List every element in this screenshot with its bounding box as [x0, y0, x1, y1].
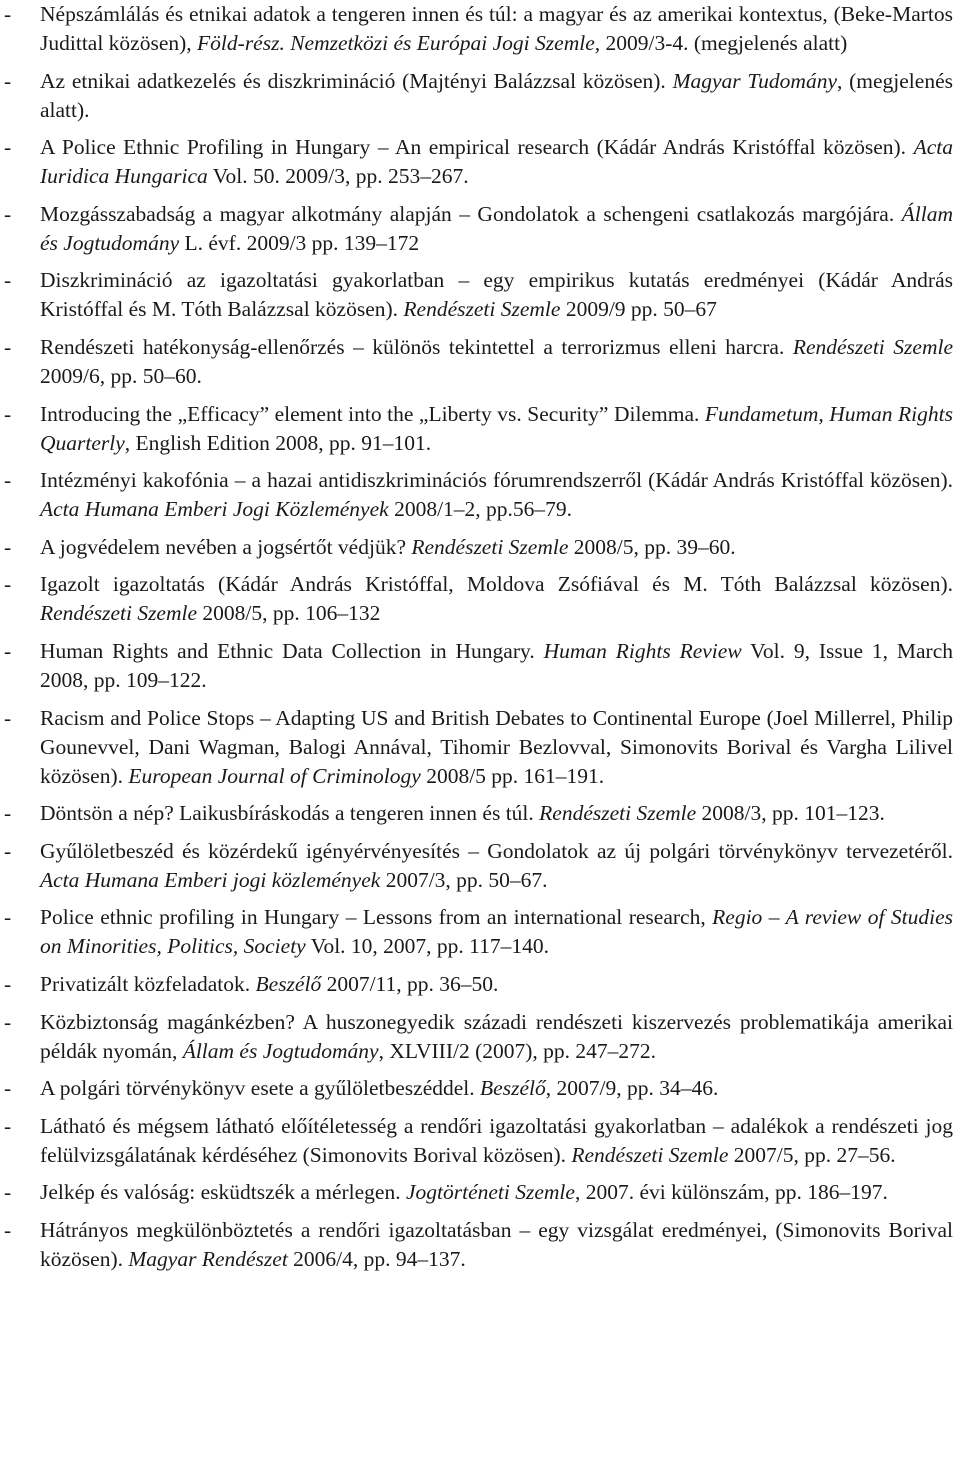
list-bullet: -: [4, 638, 12, 663]
publication-text: Népszámlálás és etnikai adatok a tengeren innen és túl: a magyar és az amerikai kontextus, (Beke-Martos Judittal közösen),: [40, 2, 953, 55]
publication-entry: [0, 400, 953, 458]
list-bullet: -: [4, 1113, 12, 1138]
publication-venue: Beszélő: [255, 971, 322, 996]
publication-text: 2008/3, pp. 101–123.: [696, 801, 885, 826]
publication-text: A polgári törvénykönyv esete a gyűlöletbeszéddel.: [40, 1076, 481, 1101]
publication-entry: [0, 0, 953, 58]
list-bullet: -: [4, 801, 12, 826]
list-bullet: -: [4, 534, 12, 559]
publication-text: Human Rights and Ethnic Data Collection in Hungary.: [40, 638, 544, 663]
publication-text: Jelkép és valóság: esküdtszék a mérlegen.: [40, 1180, 406, 1205]
publication-venue: Állam és Jogtudomány: [182, 1038, 379, 1063]
publication-text: A jogvédelem nevében a jogsértőt védjük?: [40, 534, 412, 559]
publication-text: Diszkrimináció az igazoltatási gyakorlatban – egy empirikus kutatás eredményei (Kádár András Kristóffal és M. Tóth Balázzsal közösen).: [40, 268, 953, 322]
publication-venue: Beszélő: [480, 1076, 546, 1101]
publication-venue: Fundametum, Human Rights Quarterly: [40, 401, 953, 455]
publication-text: 2008/5 pp. 161–191.: [420, 763, 605, 788]
publication-text: Igazolt igazoltatás (Kádár András Kristóffal, Moldova Zsófiával és M. Tóth Balázzsal közösen).: [40, 572, 953, 597]
list-bullet: -: [4, 201, 12, 226]
publication-entry: [0, 1216, 953, 1274]
list-bullet: -: [4, 1076, 12, 1101]
publication-text: Látható és mégsem látható előítéletesség a rendőri igazoltatási gyakorlatban – adalékok a rendészeti jog felülvizsgálatának kérdéséhez (Simonovits Borival közösen).: [40, 1113, 953, 1167]
publication-text: L. évf. 2009/3 pp. 139–172: [179, 230, 420, 255]
publication-entry: [0, 533, 953, 562]
publication-entry: [0, 903, 953, 961]
list-bullet: -: [4, 135, 12, 160]
publication-text: 2007/11, pp. 36–50.: [321, 971, 499, 996]
publication-venue: Rendészeti Szemle: [539, 801, 697, 826]
publication-text: Közbiztonság magánkézben? A huszonegyedik századi rendészeti kiszervezés problematikája amerikai példák nyomán,: [40, 1009, 953, 1063]
publication-venue: Regio – A review of Studies on Minorities, Politics, Society: [40, 905, 953, 959]
publication-entry: [0, 570, 953, 628]
publication-text: Introducing the „Efficacy” element into the „Liberty vs. Security” Dilemma.: [40, 401, 705, 426]
publication-text: Racism and Police Stops – Adapting US and British Debates to Continental Europe (Joel Millerrel, Philip Gounevvel, Dani Wagman, Balogi Annával, Tihomir Bezlovval, Simonovits Borival és Vargha Lilivel közösen).: [40, 705, 953, 788]
publication-entry: [0, 837, 953, 895]
publication-venue: Rendészeti Szemle: [40, 601, 198, 626]
list-bullet: -: [4, 1009, 12, 1034]
publication-entry: [0, 1008, 953, 1066]
publication-venue: Magyar Tudomány: [672, 68, 837, 93]
list-bullet: -: [4, 971, 12, 996]
publication-text: , 2007/9, pp. 34–46.: [545, 1076, 719, 1101]
publication-text: 2007/3, pp. 50–67.: [380, 867, 548, 892]
publication-text: A Police Ethnic Profiling in Hungary – An empirical research (Kádár András Kristóffal közösen).: [40, 135, 914, 160]
publication-text: 2008/5, pp. 106–132: [197, 601, 381, 626]
list-bullet: -: [4, 705, 12, 730]
publication-text: , English Edition 2008, pp. 91–101.: [124, 430, 432, 455]
publication-text: Vol. 9, Issue 1, March 2008, pp. 109–122.: [40, 638, 954, 692]
publication-venue: Jogtörténeti Szemle: [405, 1180, 575, 1205]
publication-venue: Föld-rész. Nemzetközi és Európai Jogi Szemle,: [197, 31, 601, 55]
publication-entry: [0, 133, 953, 191]
publication-entry: [0, 266, 953, 324]
list-bullet: -: [4, 838, 12, 863]
publication-text: , (megjelenés alatt).: [40, 68, 953, 122]
list-bullet: -: [4, 334, 12, 359]
publication-text: , 2007. évi különszám, pp. 186–197.: [574, 1180, 888, 1205]
publication-text: 2008/5, pp. 39–60.: [568, 534, 736, 559]
publication-venue: Acta Iuridica Hungarica: [40, 135, 953, 189]
publication-venue: Rendészeti Szemle: [792, 334, 953, 359]
publication-text: 2009/3-4. (megjelenés alatt): [600, 31, 848, 55]
publication-text: Privatizált közfeladatok.: [40, 971, 256, 996]
publication-text: 2008/1–2, pp.56–79.: [388, 497, 573, 522]
publication-text: Hátrányos megkülönböztetés a rendőri igazoltatásban – egy vizsgálat eredményei, (Simonovits Borival közösen).: [40, 1217, 953, 1271]
list-bullet: -: [4, 905, 12, 930]
list-bullet: -: [4, 1180, 12, 1205]
publication-entry: [0, 466, 953, 524]
list-bullet: -: [4, 268, 12, 293]
publication-text: Intézményi kakofónia – a hazai antidiszkriminációs fórumrendszerről (Kádár András Kristóffal közösen).: [40, 468, 953, 493]
publication-entry: [0, 333, 953, 391]
publication-text: 2006/4, pp. 94–137.: [287, 1246, 466, 1271]
publication-entry: [0, 67, 953, 125]
publication-text: 2009/9 pp. 50–67: [560, 297, 717, 322]
publication-entry: [0, 970, 953, 999]
publication-venue: Acta Humana Emberi Jogi Közlemények: [40, 497, 389, 522]
publication-entry: [0, 200, 953, 258]
publication-text: , XLVIII/2 (2007), pp. 247–272.: [378, 1038, 657, 1063]
publication-venue: European Journal of Criminology: [128, 763, 421, 788]
list-bullet: -: [4, 401, 12, 426]
publication-venue: Rendészeti Szemle: [403, 297, 561, 322]
publication-text: Az etnikai adatkezelés és diszkrimináció (Majtényi Balázzsal közösen).: [40, 68, 673, 93]
publication-entry: [0, 799, 953, 828]
list-bullet: -: [4, 468, 12, 493]
publication-entry: [0, 1112, 953, 1170]
publication-text: Vol. 50. 2009/3, pp. 253–267.: [207, 164, 469, 189]
publication-venue: Acta Humana Emberi jogi közlemények: [40, 867, 381, 892]
list-bullet: -: [4, 68, 12, 93]
publication-text: Gyűlöletbeszéd és közérdekű igényérvényesítés – Gondolatok az új polgári törvénykönyv tervezetéről.: [40, 838, 953, 863]
publication-venue: Human Rights Review: [543, 638, 742, 663]
publication-text: Vol. 10, 2007, pp. 117–140.: [305, 934, 550, 959]
publication-venue: Rendészeti Szemle: [411, 534, 569, 559]
publication-text: 2009/6, pp. 50–60.: [40, 363, 202, 388]
list-bullet: -: [4, 2, 12, 26]
list-bullet: -: [4, 572, 12, 597]
publication-text: Mozgásszabadság a magyar alkotmány alapján – Gondolatok a schengeni csatlakozás margójára.: [40, 201, 902, 226]
publication-text: Police ethnic profiling in Hungary – Lessons from an international research,: [40, 905, 713, 930]
publication-text: Rendészeti hatékonyság-ellenőrzés – különös tekintettel a terrorizmus elleni harcra.: [40, 334, 793, 359]
publication-venue: Rendészeti Szemle: [571, 1142, 729, 1167]
list-bullet: -: [4, 1217, 12, 1242]
publication-text: Döntsön a nép? Laikusbíráskodás a tengeren innen és túl.: [40, 801, 540, 826]
publication-entry: [0, 637, 953, 695]
publication-entry: [0, 1178, 953, 1207]
publication-venue: Állam és Jogtudomány: [40, 201, 953, 255]
publication-entry: [0, 704, 953, 791]
publication-text: 2007/5, pp. 27–56.: [728, 1142, 896, 1167]
publication-venue: Magyar Rendészet: [128, 1246, 288, 1271]
publication-entry: [0, 1074, 953, 1103]
